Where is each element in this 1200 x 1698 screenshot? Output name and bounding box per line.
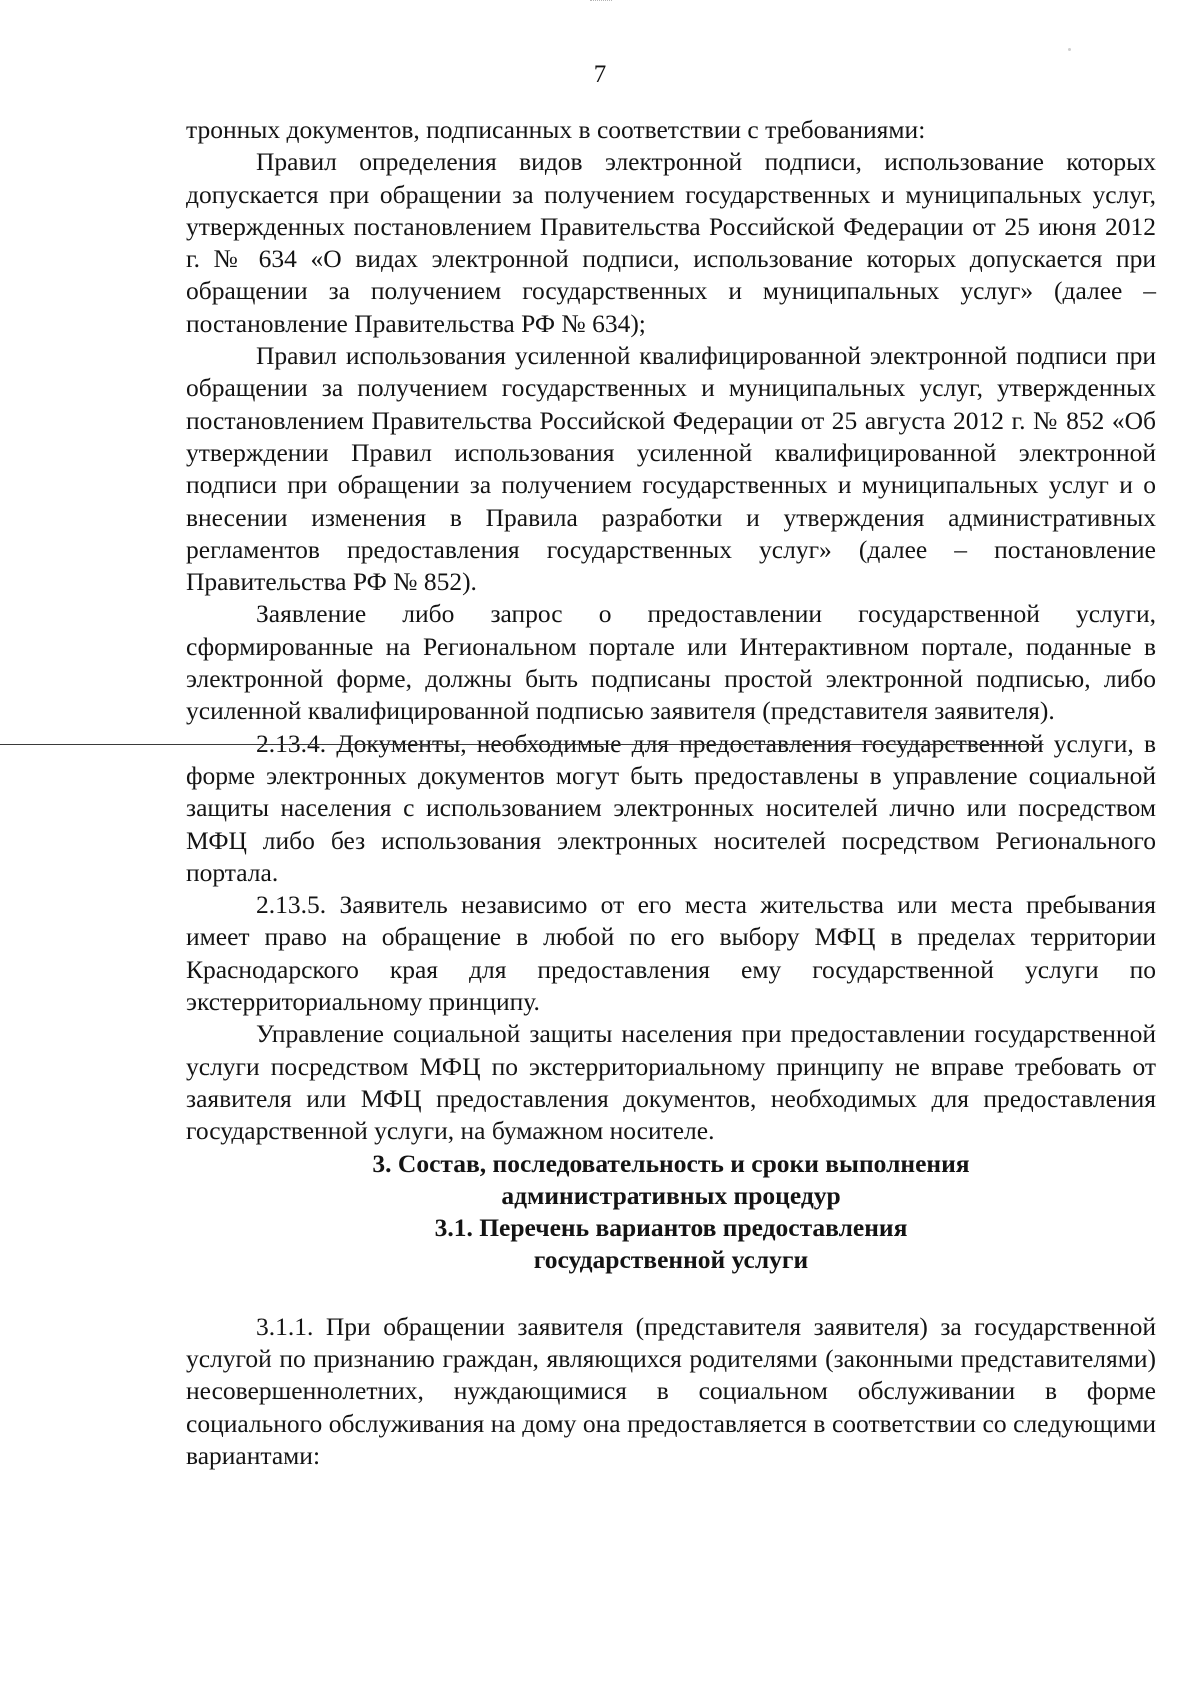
paragraph-rules-852: Правил использования усиленной квалифицированной электронной подписи при обращении за получением государственных и муниципальных услуг, утвержденных постановлением Правительства Российской Федерации от 25 августа 2012 г. № 852 «Об утверждении Правил использования усиленной квалифицированной электронной подписи при обращении за получением государственных и муниципальных услуг и о внесении изменения в Правила разработки и утверждения административных регламентов предоставления государственных услуг» (далее – постановление Правительства РФ № 852). xyxy=(186,341,1156,597)
document-body xyxy=(186,114,1156,1472)
paragraph-2-13-4 xyxy=(186,728,1156,889)
scan-artifact-top xyxy=(590,0,612,1)
section-3-1-heading-line-2: государственной услуги xyxy=(533,1245,809,1275)
paragraph-extraterritorial: Управление социальной защиты населения при предоставлении государственной услуги посредством МФЦ по экстерриториальному принципу не вправе требовать от заявителя или МФЦ предоставления документов, необходимых для предоставления государственной услуги, на бумажном носителе. xyxy=(186,1019,1156,1146)
struck-text: 2.13.4. Документы, необходимые для предоставления государственной xyxy=(256,728,1044,758)
page-number: 7 xyxy=(593,61,607,88)
paragraph-application-signature: Заявление либо запрос о предоставлении государственной услуги, сформированные на Региональном портале или Интерактивном портале, поданные в электронной форме, должны быть подписаны простой электронной подписью, либо усиленной квалифицированной подписью заявителя (представителя заявителя). xyxy=(186,599,1156,726)
section-3-heading-line-2: административных процедур xyxy=(501,1180,841,1210)
section-3-heading-line-1: 3. Состав, последовательность и сроки выполнения xyxy=(372,1148,970,1178)
section-3-1-heading-line-1: 3.1. Перечень вариантов предоставления xyxy=(434,1213,908,1243)
paragraph-3-1-1: 3.1.1. При обращении заявителя (представителя заявителя) за государственной услугой по признанию граждан, являющихся родителями (законными представителями) несовершеннолетних, нуждающимися в социальном обслуживании в форме социального обслуживания на дому она предоставляется в соответствии со следующими вариантами: xyxy=(186,1311,1156,1470)
scan-artifact-dot xyxy=(1068,48,1071,51)
paragraph-2-13-4-text: услуги, в форме электронных документов могут быть предоставлены в управление социальной защиты населения с использованием электронных носителей лично или посредством МФЦ либо без использования электронных носителей посредством Регионального портала. xyxy=(186,728,1156,887)
paragraph-rules-634: Правил определения видов электронной подписи, использование которых допускается при обращении за получением государственных и муниципальных услуг, утвержденных постановлением Правительства Российской Федерации от 25 июня 2012 г. № 634 «О видах электронной подписи, использование которых допускается при обращении за получением государственных и муниципальных услуг» (далее – постановление Правительства РФ № 634); xyxy=(186,147,1156,338)
strike-through-mark xyxy=(0,744,442,745)
section-3-1-heading xyxy=(186,1212,1156,1277)
paragraph-continuation: тронных документов, подписанных в соответствии с требованиями: xyxy=(186,115,926,144)
paragraph-2-13-5: 2.13.5. Заявитель независимо от его места жительства или места пребывания имеет право на обращение в любой по его выбору МФЦ в пределах территории Краснодарского края для предоставления ему государственной услуги по экстерриториальному принципу. xyxy=(186,890,1156,1017)
section-3-heading xyxy=(186,1148,1156,1213)
